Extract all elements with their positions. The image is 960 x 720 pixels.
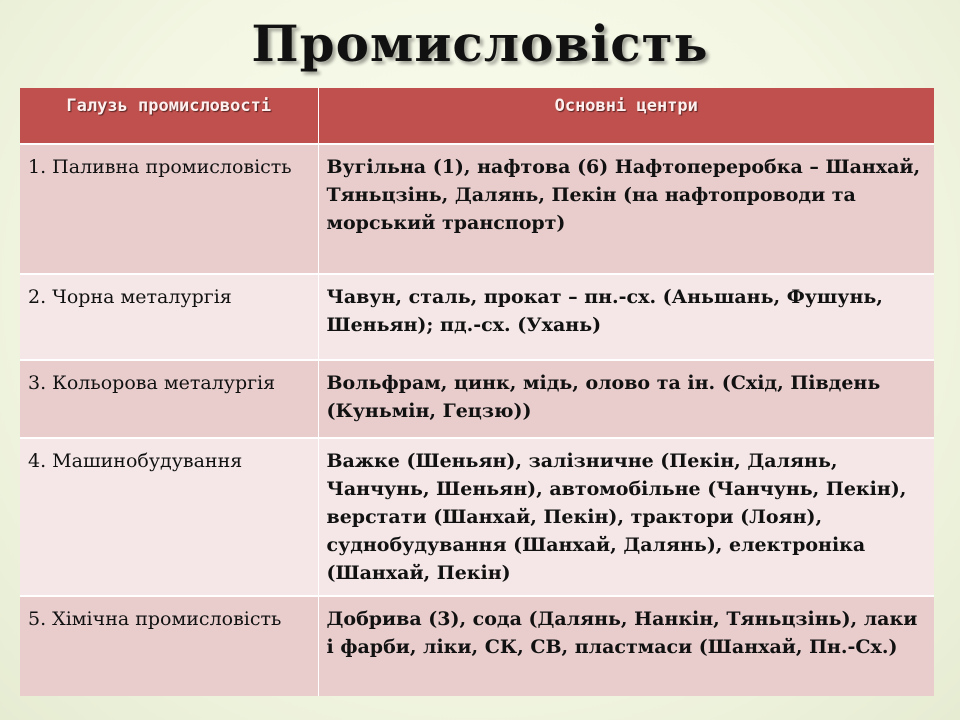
branch-cell: 5. Хімічна промисловість (20, 596, 318, 696)
centers-cell: Вольфрам, цинк, мідь, олово та ін. (Схід, Південь (Куньмін, Гецзю)) (318, 360, 934, 438)
branch-cell: 4. Машинобудування (20, 438, 318, 596)
table-header-row (20, 88, 934, 144)
header-centers: Основні центри (318, 88, 934, 144)
table-row (20, 360, 934, 438)
industry-table (20, 88, 934, 696)
centers-cell: Вугільна (1), нафтова (6) Нафтопереробка – Шанхай, Тяньцзінь, Далянь, Пекін (на нафтопроводи та морський транспорт) (318, 144, 934, 274)
branch-cell: 1. Паливна промисловість (20, 144, 318, 274)
slide-title: Промисловість (251, 14, 709, 73)
table-row (20, 144, 934, 274)
centers-cell: Добрива (3), сода (Далянь, Нанкін, Тяньцзінь), лаки і фарби, ліки, СК, СВ, пластмаси (Шанхай, Пн.-Сх.) (318, 596, 934, 696)
table-row (20, 274, 934, 360)
header-branch: Галузь промисловості (20, 88, 318, 144)
table-row (20, 438, 934, 596)
centers-cell: Чавун, сталь, прокат – пн.-сх. (Аньшань, Фушунь, Шеньян); пд.-сх. (Ухань) (318, 274, 934, 360)
table-row (20, 596, 934, 696)
branch-cell: 2. Чорна металургія (20, 274, 318, 360)
branch-cell: 3. Кольорова металургія (20, 360, 318, 438)
centers-cell: Важке (Шеньян), залізничне (Пекін, Далянь, Чанчунь, Шеньян), автомобільне (Чанчунь, Пекін), верстати (Шанхай, Пекін), трактори (Лоян), суднобудування (Шанхай, Далянь), електроніка (Шанхай, Пекін) (318, 438, 934, 596)
